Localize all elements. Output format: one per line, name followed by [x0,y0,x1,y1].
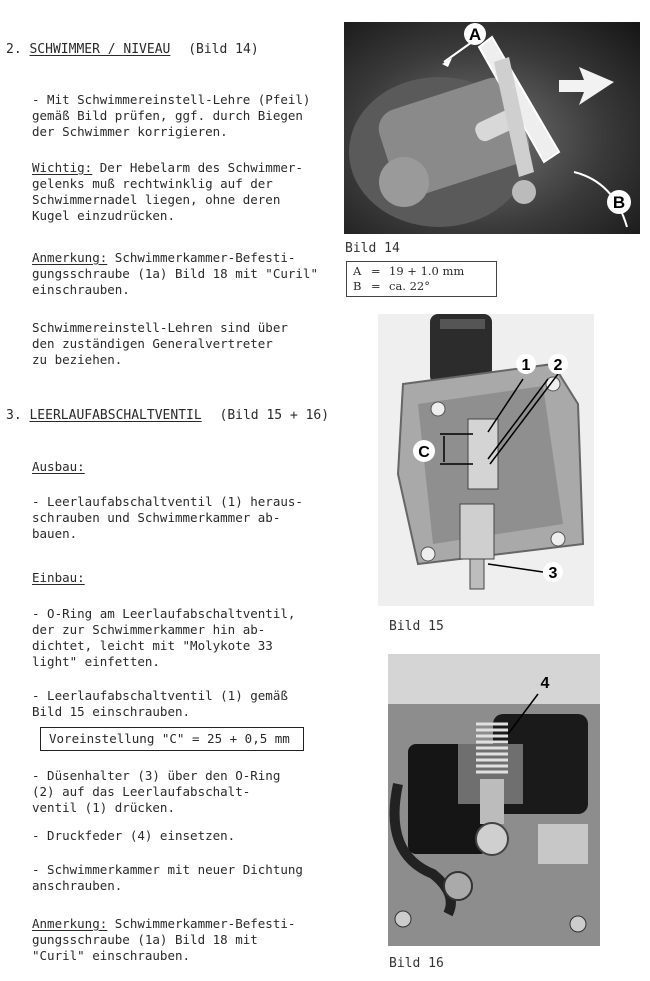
anmerkung-text: Schwimmerkammer-Befesti- [107,250,296,265]
spec-b-value: ca. 22° [389,279,430,293]
einbau-item-duesenhalter: - Düsenhalter (3) über den O-Ring (2) auf das Leerlaufabschalt- ventil (1) drücken. [32,768,281,815]
spec-a-value: 19 + 1.0 mm [389,264,465,278]
bild14-label-a: A [468,25,482,44]
bild14-label-b: B [612,193,626,212]
anmerkung-label: Anmerkung: [32,916,108,931]
ausbau-item: - Leerlaufabschaltventil (1) heraus- schrauben und Schwimmerkammer ab- bauen. [32,494,303,541]
section3-anmerkung-note [32,916,342,964]
section2-number: 2. [6,42,22,57]
section2-title: SCHWIMMER / NIVEAU [29,42,171,57]
anmerkung-label: Anmerkung: [32,250,108,265]
ausbau-label: Ausbau: [32,459,85,474]
bild15-label-3: 3 [548,565,558,582]
section3-number: 3. [6,408,22,423]
section3-heading [6,408,329,424]
spec-b-eq: = [371,279,381,293]
spec-b-key: B [353,279,362,293]
spec-row-a [353,264,490,279]
section2-heading [6,42,259,58]
bild14-caption: Bild 14 [345,241,400,256]
bild16-caption: Bild 16 [389,956,444,971]
section2-anmerkung-note [32,250,342,298]
bild16-photo [388,654,600,946]
section2-gauge-note: Schwimmereinstell-Lehren sind über den zuständigen Generalvertreter zu beziehen. [32,320,288,367]
einbau-item-oring: - O-Ring am Leerlaufabschaltventil, der zur Schwimmerkammer hin ab- dichtet, leicht mit "Molykote 33 light" einfetten. [32,606,296,669]
bild15-label-c: C [418,444,430,461]
wichtig-text: Der Hebelarm des Schwimmer- [92,160,303,175]
wichtig-label: Wichtig: [32,160,93,175]
section3-ref: (Bild 15 + 16) [219,408,330,423]
bild16-label-4: 4 [540,675,550,692]
wichtig-rest: gelenks muß rechtwinklig auf der Schwimmernadel liegen, ohne deren Kugel einzudrücken. [32,176,281,223]
einbau-item-schwimmerkammer: - Schwimmerkammer mit neuer Dichtung anschrauben. [32,862,303,893]
spec-a-key: A [353,264,362,278]
bild15-photo [378,314,594,606]
bild15-label-1: 1 [521,357,531,374]
einbau-label: Einbau: [32,570,85,585]
bild15-illustration [378,314,594,606]
spec-row-b [353,279,490,294]
section3-title: LEERLAUFABSCHALTVENTIL [29,408,202,423]
section2-wichtig-note [32,160,332,224]
bild15-label-2: 2 [553,357,563,374]
bild16-illustration [388,654,600,946]
anmerkung-text: Schwimmerkammer-Befesti- [107,916,296,931]
anmerkung-rest: gungsschraube (1a) Bild 18 mit "Curil" einschrauben. [32,932,258,963]
anmerkung-rest: gungsschraube (1a) Bild 18 mit "Curil" einschrauben. [32,266,318,297]
preset-value: Voreinstellung "C" = 25 + 0,5 mm [49,731,290,746]
bild14-side-code: 056A [343,26,353,48]
bild15-caption: Bild 15 [389,619,444,634]
spec-a-eq: = [371,264,381,278]
bild14-spec-box [346,261,497,297]
section2-ref: (Bild 14) [188,42,259,57]
section2-item-check: - Mit Schwimmereinstell-Lehre (Pfeil) gemäß Bild prüfen, ggf. durch Biegen der Schwimmer korrigieren. [32,92,311,139]
preset-box [40,727,304,751]
bild14-illustration [344,22,640,234]
bild14-photo [344,22,640,234]
einbau-item-druckfeder: - Druckfeder (4) einsetzen. [32,828,236,843]
einbau-item-screw: - Leerlaufabschaltventil (1) gemäß Bild 15 einschrauben. [32,688,288,719]
